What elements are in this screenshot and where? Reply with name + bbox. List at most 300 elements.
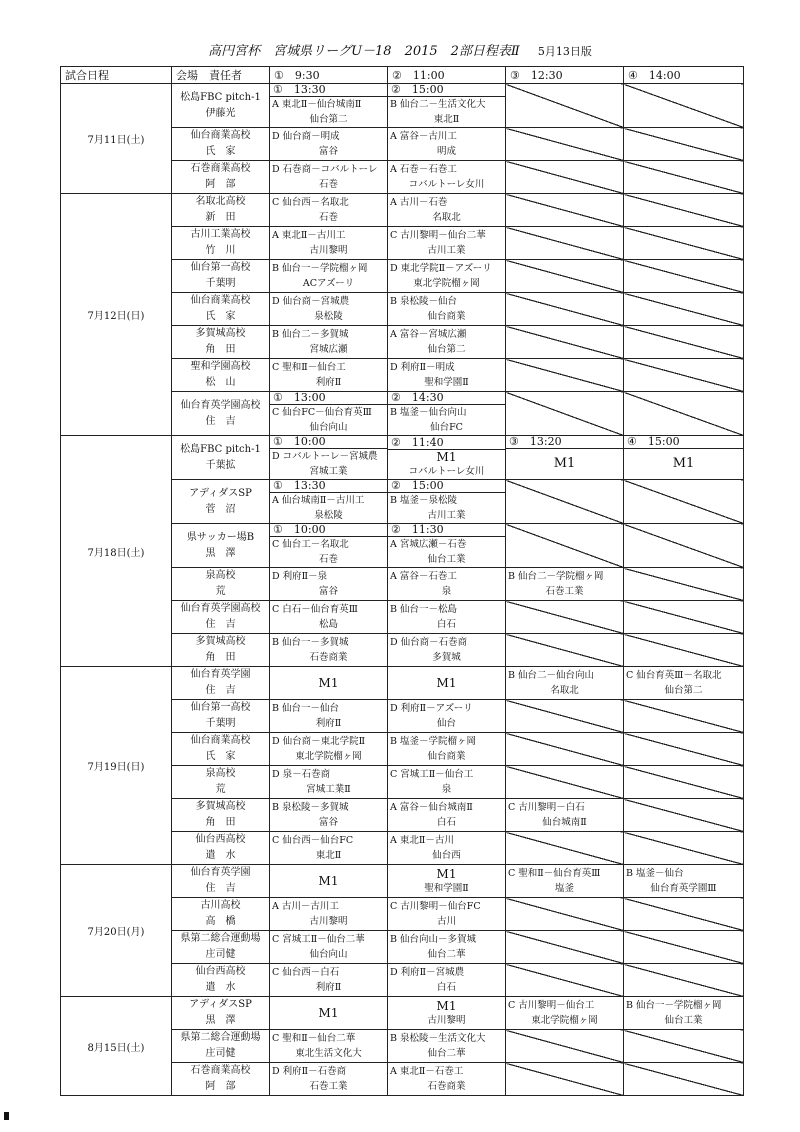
venue-cell xyxy=(172,568,270,601)
venue-person: 高 橋 xyxy=(205,916,236,927)
match-referee: 石巻商業 xyxy=(427,1081,466,1092)
empty-slot xyxy=(624,194,744,227)
empty-slot xyxy=(624,161,744,194)
match-pairing: B 泉松陵－生活文化大 xyxy=(390,1033,486,1044)
table-row xyxy=(61,667,744,700)
match-pairing: B 塩釜－泉松陵 xyxy=(390,495,458,506)
empty-slot xyxy=(506,293,624,326)
match-pairing: B 仙台二－学院榴ヶ岡 xyxy=(508,571,604,582)
match-referee: 東北Ⅱ xyxy=(433,114,460,125)
kickoff-time: ③ 13:20 xyxy=(506,436,623,449)
kickoff-time: ② 15:00 xyxy=(388,480,505,493)
empty-slot xyxy=(506,128,624,161)
venue-person: 荒 xyxy=(215,784,226,795)
venue-person: 荒 xyxy=(215,586,226,597)
match-pairing: A 古川－古川工 xyxy=(272,901,339,912)
venue-person: 遣 水 xyxy=(205,982,236,993)
empty-slot xyxy=(624,568,744,601)
venue-person: 住 吉 xyxy=(205,883,236,894)
match-cell xyxy=(270,964,388,997)
venue-name: 泉高校 xyxy=(205,570,236,581)
empty-slot xyxy=(624,898,744,931)
empty-slot xyxy=(624,480,744,524)
match-cell xyxy=(270,227,388,260)
match-cell xyxy=(388,667,506,700)
venue-name: 仙台商業高校 xyxy=(190,735,251,746)
match-referee: 仙台商業 xyxy=(427,311,466,322)
schedule-table xyxy=(60,66,744,1096)
match-referee: 富谷 xyxy=(318,146,338,157)
match-cell xyxy=(388,392,506,436)
venue-cell xyxy=(172,359,270,392)
match-pairing: C 仙台FC－仙台育英Ⅲ xyxy=(272,407,372,418)
match-referee: 古川黎明 xyxy=(309,916,348,927)
match-referee: 仙台二華 xyxy=(427,1048,466,1059)
match-cell xyxy=(270,733,388,766)
match-pairing: C 古川黎明－仙台工 xyxy=(508,1000,595,1011)
match-pairing: C 仙台西－名取北 xyxy=(272,197,349,208)
empty-slot xyxy=(506,766,624,799)
empty-slot xyxy=(506,832,624,865)
empty-slot xyxy=(506,524,624,568)
match-pairing: C 仙台工－名取北 xyxy=(272,539,349,550)
venue-cell xyxy=(172,1063,270,1096)
match-referee: 白石 xyxy=(436,982,456,993)
match-cell xyxy=(270,128,388,161)
venue-person: 庄司健 xyxy=(205,949,236,960)
venue-cell xyxy=(172,326,270,359)
match-pairing: B 仙台二－仙台向山 xyxy=(508,670,595,681)
match-cell xyxy=(506,799,624,832)
venue-name: 仙台育英学園 xyxy=(190,669,251,680)
match-pairing: A 東北Ⅱ－古川工 xyxy=(272,230,346,241)
version-label: 5月13日版 xyxy=(537,45,592,58)
match-cell xyxy=(624,997,744,1030)
match-referee: 泉 xyxy=(441,784,452,795)
venue-name: 松島FBC pitch-1 xyxy=(180,91,261,103)
match-pairing: A 富谷－仙台城南Ⅱ xyxy=(390,802,473,813)
empty-slot xyxy=(506,227,624,260)
match-pairing: B 仙台一－仙台 xyxy=(272,703,340,714)
match-cell xyxy=(506,865,624,898)
match-cell xyxy=(270,634,388,667)
match-pairing: A 宮城広瀬－石巻 xyxy=(390,539,467,550)
match-cell xyxy=(388,700,506,733)
match-cell xyxy=(270,1063,388,1096)
match-referee: 聖和学園Ⅱ xyxy=(424,882,469,894)
venue-cell xyxy=(172,997,270,1030)
match-m1: M1 xyxy=(318,1006,339,1020)
match-pairing: D 利府Ⅱ－明成 xyxy=(390,362,455,373)
venue-cell xyxy=(172,601,270,634)
match-pairing: C 仙台西－白石 xyxy=(272,967,340,978)
match-pairing: C 仙台育英Ⅲ－名取北 xyxy=(626,670,722,681)
empty-slot xyxy=(624,799,744,832)
empty-slot xyxy=(506,260,624,293)
empty-slot xyxy=(506,161,624,194)
empty-slot xyxy=(506,898,624,931)
match-cell xyxy=(270,524,388,568)
match-pairing: C 聖和Ⅱ－仙台二華 xyxy=(272,1033,356,1044)
match-referee: 石巻工業 xyxy=(545,586,584,597)
venue-cell xyxy=(172,293,270,326)
venue-name: 仙台西高校 xyxy=(195,834,246,845)
header-venue: 会場 責任者 xyxy=(172,67,270,84)
empty-slot xyxy=(506,1030,624,1063)
match-referee: 仙台商業 xyxy=(427,751,466,762)
match-date: 7月20日(月) xyxy=(61,865,172,997)
match-referee: コバルトーレ女川 xyxy=(408,179,485,190)
match-pairing: A 富谷－宮城広瀬 xyxy=(390,329,467,340)
match-date: 7月18日(土) xyxy=(61,436,172,667)
match-m1: M1 xyxy=(672,456,695,471)
venue-cell xyxy=(172,84,270,128)
match-pairing: D 利府Ⅱ－泉 xyxy=(272,571,328,582)
venue-person: 千葉明 xyxy=(205,718,236,729)
venue-cell xyxy=(172,161,270,194)
empty-slot xyxy=(506,964,624,997)
match-pairing: C 白石－仙台育英Ⅲ xyxy=(272,604,358,615)
match-m1: M1 xyxy=(436,676,457,690)
match-referee: 仙台二華 xyxy=(427,949,466,960)
match-pairing: C 宮城工Ⅱ－仙台工 xyxy=(390,769,474,780)
match-referee: 東北Ⅱ xyxy=(315,850,342,861)
title-main: 高円宮杯 宮城県リーグU－18 2015 2部日程表Ⅱ xyxy=(208,44,520,59)
empty-slot xyxy=(506,359,624,392)
match-cell xyxy=(388,260,506,293)
empty-slot xyxy=(624,524,744,568)
match-cell xyxy=(388,832,506,865)
match-cell xyxy=(388,898,506,931)
match-cell xyxy=(624,436,744,480)
match-referee: 古川 xyxy=(436,916,456,927)
venue-cell xyxy=(172,766,270,799)
empty-slot xyxy=(506,392,624,436)
match-cell xyxy=(388,359,506,392)
match-cell xyxy=(270,480,388,524)
match-date: 7月19日(日) xyxy=(61,667,172,865)
match-cell xyxy=(388,227,506,260)
match-pairing: A 富谷－古川工 xyxy=(390,131,457,142)
match-pairing: B 仙台一－学院榴ヶ岡 xyxy=(272,263,368,274)
empty-slot xyxy=(624,293,744,326)
venue-person: 住 吉 xyxy=(205,619,236,630)
venue-name: 多賀城高校 xyxy=(195,801,246,812)
venue-name: 仙台育英学園高校 xyxy=(180,603,261,614)
match-cell xyxy=(388,524,506,568)
venue-person: 角 田 xyxy=(205,652,236,663)
match-cell xyxy=(388,865,506,898)
venue-person: 住 吉 xyxy=(205,685,236,696)
match-cell xyxy=(388,293,506,326)
match-referee: 名取北 xyxy=(432,212,461,223)
match-referee: 白石 xyxy=(436,817,456,828)
venue-cell xyxy=(172,865,270,898)
match-date: 8月15日(土) xyxy=(61,997,172,1096)
match-referee: 石巻 xyxy=(318,554,338,565)
match-cell xyxy=(270,260,388,293)
match-cell xyxy=(388,799,506,832)
empty-slot xyxy=(506,733,624,766)
match-cell xyxy=(506,568,624,601)
venue-person: 千葉明 xyxy=(205,278,236,289)
venue-name: 県サッカー場B xyxy=(186,531,255,543)
empty-slot xyxy=(624,601,744,634)
match-cell xyxy=(270,161,388,194)
match-pairing: B 泉松陵－多賀城 xyxy=(272,802,349,813)
match-referee: 石巻工業 xyxy=(309,1081,348,1092)
match-cell xyxy=(388,326,506,359)
venue-person: 遣 水 xyxy=(205,850,236,861)
venue-person: 阿 部 xyxy=(205,1081,236,1092)
match-referee: コバルトーレ女川 xyxy=(408,465,485,477)
match-cell xyxy=(624,865,744,898)
match-cell xyxy=(388,436,506,480)
match-cell xyxy=(270,766,388,799)
empty-slot xyxy=(506,601,624,634)
match-pairing: C 宮城工Ⅱ－仙台二華 xyxy=(272,934,365,945)
venue-name: アディダスSP xyxy=(189,999,252,1010)
venue-name: 仙台商業高校 xyxy=(190,130,251,141)
venue-person: 角 田 xyxy=(205,817,236,828)
match-pairing: B 仙台二－多賀城 xyxy=(272,329,349,340)
match-cell xyxy=(270,359,388,392)
match-pairing: D コバルトーレ－宮城農 xyxy=(272,451,378,462)
empty-slot xyxy=(506,480,624,524)
match-referee: 塩釜 xyxy=(554,883,574,894)
venue-cell xyxy=(172,898,270,931)
match-cell xyxy=(388,766,506,799)
match-pairing: D 仙台商－宮城農 xyxy=(272,296,350,307)
match-cell xyxy=(270,832,388,865)
match-m1: M1 xyxy=(436,998,457,1013)
venue-cell xyxy=(172,436,270,480)
kickoff-time: ① 10:00 xyxy=(270,436,387,449)
header-slot-3: ③ 12:30 xyxy=(506,67,624,84)
empty-slot xyxy=(624,931,744,964)
match-referee: 仙台育英学園Ⅲ xyxy=(650,883,717,894)
venue-name: 仙台第一高校 xyxy=(190,262,251,273)
match-pairing: B 塩釜－仙台向山 xyxy=(390,407,467,418)
match-referee: 古川黎明 xyxy=(427,1014,466,1026)
match-pairing: D 仙台商－東北学院Ⅱ xyxy=(272,736,366,747)
match-cell xyxy=(270,84,388,128)
venue-name: 県第二総合運動場 xyxy=(180,933,261,944)
match-cell xyxy=(270,601,388,634)
venue-name: 名取北高校 xyxy=(195,196,246,207)
match-referee: 仙台 xyxy=(436,718,456,729)
venue-cell xyxy=(172,227,270,260)
empty-slot xyxy=(624,359,744,392)
empty-slot xyxy=(624,832,744,865)
match-pairing: A 仙台城南Ⅱ－古川工 xyxy=(272,495,365,506)
venue-name: 県第二総合運動場 xyxy=(180,1032,261,1043)
match-referee: 宮城工業Ⅱ xyxy=(306,784,351,795)
match-cell xyxy=(624,667,744,700)
match-referee: 仙台第二 xyxy=(427,344,466,355)
kickoff-time: ② 14:30 xyxy=(388,392,505,405)
match-pairing: C 古川黎明－仙台FC xyxy=(390,901,481,912)
venue-name: 多賀城高校 xyxy=(195,328,246,339)
venue-cell xyxy=(172,700,270,733)
match-pairing: D 泉－石巻商 xyxy=(272,769,331,780)
match-referee: 名取北 xyxy=(550,685,579,696)
venue-cell xyxy=(172,667,270,700)
venue-cell xyxy=(172,931,270,964)
match-cell xyxy=(270,799,388,832)
venue-name: アディダスSP xyxy=(189,487,252,499)
match-pairing: B 塩釜－仙台 xyxy=(626,868,684,879)
venue-cell xyxy=(172,832,270,865)
venue-person: 新 田 xyxy=(205,212,236,223)
match-cell xyxy=(388,931,506,964)
kickoff-time: ② 15:00 xyxy=(388,84,505,97)
match-pairing: B 仙台一－多賀城 xyxy=(272,637,349,648)
match-cell xyxy=(388,161,506,194)
match-pairing: D 仙台商－石巻商 xyxy=(390,637,468,648)
venue-name: 古川工業高校 xyxy=(190,229,251,240)
venue-person: 氏 家 xyxy=(205,311,236,322)
match-pairing: D 石巻商－コバルトーレ xyxy=(272,164,378,175)
venue-name: 仙台育英学園高校 xyxy=(180,399,261,411)
match-referee: 仙台工業 xyxy=(664,1015,703,1026)
empty-slot xyxy=(624,634,744,667)
venue-cell xyxy=(172,1030,270,1063)
venue-person: 竹 川 xyxy=(205,245,236,256)
venue-name: 仙台西高校 xyxy=(195,966,246,977)
venue-name: 仙台第一高校 xyxy=(190,702,251,713)
match-pairing: B 仙台向山－多賀城 xyxy=(390,934,477,945)
match-cell xyxy=(270,700,388,733)
table-row xyxy=(61,84,744,128)
venue-cell xyxy=(172,733,270,766)
match-cell xyxy=(270,931,388,964)
match-m1: M1 xyxy=(436,866,457,881)
match-cell xyxy=(506,997,624,1030)
venue-cell xyxy=(172,392,270,436)
match-cell xyxy=(506,667,624,700)
table-row xyxy=(61,865,744,898)
header-slot-2: ② 11:00 xyxy=(388,67,506,84)
match-pairing: D 利府Ⅱ－アズーリ xyxy=(390,703,473,714)
match-referee: 仙台西 xyxy=(432,850,461,861)
match-referee: 古川工業 xyxy=(427,245,466,256)
match-pairing: B 仙台一－学院榴ヶ岡 xyxy=(626,1000,722,1011)
match-pairing: C 古川黎明－白石 xyxy=(508,802,585,813)
match-referee: 多賀城 xyxy=(432,652,461,663)
match-pairing: B 塩釜－学院榴ヶ岡 xyxy=(390,736,477,747)
match-cell xyxy=(270,997,388,1030)
empty-slot xyxy=(624,1030,744,1063)
match-referee: 富谷 xyxy=(318,586,338,597)
match-cell xyxy=(388,733,506,766)
match-referee: 利府Ⅱ xyxy=(315,377,342,388)
kickoff-time: ② 11:30 xyxy=(388,524,505,537)
match-cell xyxy=(388,1030,506,1063)
match-cell xyxy=(388,194,506,227)
empty-slot xyxy=(506,326,624,359)
match-referee: 仙台第二 xyxy=(309,114,348,125)
venue-person: 黒 澤 xyxy=(205,1015,236,1026)
match-pairing: A 富谷－石巻工 xyxy=(390,571,457,582)
match-pairing: C 仙台西－仙台FC xyxy=(272,835,354,846)
match-referee: 仙台向山 xyxy=(309,949,348,960)
match-pairing: A 石巻－石巻工 xyxy=(390,164,457,175)
match-m1: M1 xyxy=(436,449,457,464)
venue-person: 黒 澤 xyxy=(205,547,236,559)
empty-slot xyxy=(624,964,744,997)
venue-name: 松島FBC pitch-1 xyxy=(180,443,261,455)
empty-slot xyxy=(624,260,744,293)
match-pairing: C 聖和Ⅱ－仙台育英Ⅲ xyxy=(508,868,601,879)
match-referee: 東北学院榴ヶ岡 xyxy=(413,278,480,289)
empty-slot xyxy=(624,84,744,128)
match-date: 7月12日(日) xyxy=(61,194,172,436)
match-referee: 古川工業 xyxy=(427,510,466,521)
match-cell xyxy=(270,392,388,436)
empty-slot xyxy=(624,733,744,766)
kickoff-time: ① 13:30 xyxy=(270,480,387,493)
venue-person: 千葉拡 xyxy=(205,459,236,471)
kickoff-time: ① 10:00 xyxy=(270,524,387,537)
match-cell xyxy=(270,293,388,326)
table-row xyxy=(61,194,744,227)
venue-name: 石巻商業高校 xyxy=(190,1065,251,1076)
match-referee: 宮城工業 xyxy=(309,466,348,477)
match-cell xyxy=(506,436,624,480)
match-referee: 泉松陵 xyxy=(314,510,343,521)
venue-cell xyxy=(172,260,270,293)
match-pairing: C 古川黎明－仙台二華 xyxy=(390,230,486,241)
match-cell xyxy=(270,667,388,700)
venue-name: 仙台商業高校 xyxy=(190,295,251,306)
match-referee: ACアズーリ xyxy=(302,278,355,289)
empty-slot xyxy=(624,700,744,733)
match-referee: 東北学院榴ヶ岡 xyxy=(295,751,362,762)
match-cell xyxy=(270,194,388,227)
venue-person: 庄司健 xyxy=(205,1048,236,1059)
empty-slot xyxy=(506,931,624,964)
match-referee: 白石 xyxy=(436,619,456,630)
match-referee: 松島 xyxy=(318,619,338,630)
match-referee: 富谷 xyxy=(318,817,338,828)
venue-name: 古川高校 xyxy=(200,900,241,911)
match-referee: 聖和学園Ⅱ xyxy=(424,377,469,388)
match-m1: M1 xyxy=(553,456,576,471)
venue-person: 角 田 xyxy=(205,344,236,355)
kickoff-time: ① 13:30 xyxy=(270,84,387,97)
venue-person: 住 吉 xyxy=(205,415,236,427)
empty-slot xyxy=(506,700,624,733)
empty-slot xyxy=(506,1063,624,1096)
match-referee: 仙台工業 xyxy=(427,554,466,565)
venue-cell xyxy=(172,194,270,227)
match-cell xyxy=(388,480,506,524)
header-date: 試合日程 xyxy=(61,67,172,84)
venue-name: 聖和学園高校 xyxy=(190,361,251,372)
match-cell xyxy=(270,898,388,931)
empty-slot xyxy=(624,392,744,436)
empty-slot xyxy=(624,227,744,260)
empty-slot xyxy=(624,326,744,359)
match-cell xyxy=(388,84,506,128)
kickoff-time: ① 13:00 xyxy=(270,392,387,405)
match-cell xyxy=(388,1063,506,1096)
venue-cell xyxy=(172,964,270,997)
match-referee: 石巻 xyxy=(318,212,338,223)
match-referee: 宮城広瀬 xyxy=(309,344,348,355)
match-referee: 泉 xyxy=(441,586,452,597)
